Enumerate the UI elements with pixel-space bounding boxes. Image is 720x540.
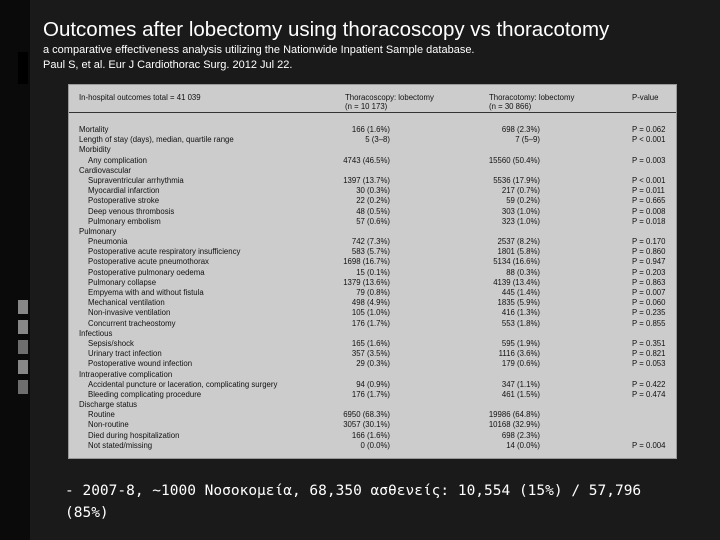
table-row (69, 257, 676, 267)
left-accent-block (18, 340, 28, 354)
table-row (69, 370, 676, 380)
p-value: P = 0.863 (632, 277, 666, 287)
left-accent-block (18, 380, 28, 394)
thoracoscopy-value: 176 (1.7%) (351, 389, 390, 399)
p-value: P = 0.665 (632, 196, 666, 206)
p-value: P = 0.351 (632, 338, 666, 348)
thoracoscopy-value: 3057 (30.1%) (343, 420, 390, 430)
thoracotomy-value: 416 (1.3%) (501, 308, 540, 318)
p-value: P = 0.011 (632, 186, 665, 196)
row-label: Postoperative stroke (88, 196, 160, 206)
table-row (69, 390, 676, 400)
thoracotomy-value: 7 (5–9) (515, 135, 540, 145)
row-label: Accidental puncture or laceration, complicating surgery (88, 379, 278, 389)
thoracoscopy-value: 22 (0.2%) (356, 196, 390, 206)
thoracotomy-value: 698 (2.3%) (501, 430, 540, 440)
thoracotomy-value: 179 (0.6%) (501, 359, 540, 369)
row-label: Mortality (79, 125, 109, 134)
thoracotomy-value: 4139 (13.4%) (493, 277, 540, 287)
thoracoscopy-value: 0 (0.0%) (360, 440, 390, 450)
p-value: P = 0.060 (632, 298, 666, 308)
table-row (69, 247, 676, 257)
thoracoscopy-value: 176 (1.7%) (351, 318, 390, 328)
table-row (69, 135, 676, 145)
table-row (69, 380, 676, 390)
left-accent-block (18, 320, 28, 334)
table-row (69, 349, 676, 359)
row-label: Infectious (79, 328, 113, 338)
thoracoscopy-value: 6950 (68.3%) (343, 410, 390, 420)
table-row (69, 166, 676, 176)
thoracotomy-value: 5536 (17.9%) (493, 175, 540, 185)
row-label: Postoperative pulmonary oedema (88, 267, 205, 277)
p-value: P = 0.004 (632, 440, 666, 450)
table-row (69, 420, 676, 430)
row-label: Any complication (88, 155, 147, 165)
p-value: P < 0.001 (632, 175, 666, 185)
thoracotomy-value: 217 (0.7%) (501, 186, 540, 196)
table-row (69, 308, 676, 318)
row-label: Pulmonary (79, 226, 117, 236)
header-thoracoscopy: Thoracoscopy: lobectomy (n = 10 173) (345, 93, 434, 111)
thoracoscopy-value: 498 (4.9%) (351, 298, 390, 308)
row-label: Sepsis/shock (88, 338, 134, 348)
slide-citation: Paul S, et al. Eur J Cardiothorac Surg. 2012 Jul 22. (43, 59, 293, 71)
thoracoscopy-value: 4743 (46.5%) (343, 155, 390, 165)
p-value: P = 0.053 (632, 359, 666, 369)
thoracoscopy-value: 79 (0.8%) (356, 288, 390, 297)
row-label: Myocardial infarction (88, 186, 160, 196)
thoracoscopy-value: 166 (1.6%) (351, 125, 390, 134)
table-row (69, 125, 676, 135)
table-row (69, 227, 676, 237)
table-row (69, 431, 676, 441)
thoracotomy-value: 14 (0.0%) (506, 440, 540, 450)
thoracotomy-value: 1835 (5.9%) (497, 298, 540, 308)
row-label: Postoperative acute respiratory insufficiency (88, 247, 241, 257)
thoracotomy-value: 595 (1.9%) (501, 338, 540, 348)
table-row (69, 176, 676, 186)
thoracotomy-value: 553 (1.8%) (501, 318, 540, 328)
p-value: P = 0.203 (632, 267, 666, 277)
thoracoscopy-value: 165 (1.6%) (351, 338, 390, 348)
left-accent-block (18, 300, 28, 314)
row-label: Bleeding complicating procedure (88, 389, 202, 399)
thoracoscopy-value: 29 (0.3%) (356, 359, 390, 369)
thoracoscopy-value: 1379 (13.6%) (343, 277, 390, 287)
thoracoscopy-value: 357 (3.5%) (351, 349, 390, 359)
p-value: P = 0.008 (632, 206, 666, 216)
thoracoscopy-value: 15 (0.1%) (356, 267, 390, 277)
table-row (69, 298, 676, 308)
thoracoscopy-value: 1698 (16.7%) (343, 257, 390, 267)
thoracotomy-value: 461 (1.5%) (501, 389, 540, 399)
left-sidebar-bar (0, 0, 30, 540)
thoracoscopy-value: 166 (1.6%) (351, 430, 390, 440)
thoracotomy-value: 59 (0.2%) (506, 196, 540, 206)
table-row (69, 410, 676, 420)
row-label: Pneumonia (88, 237, 128, 247)
p-value: P = 0.007 (632, 288, 666, 297)
table-row (69, 196, 676, 206)
thoracotomy-value: 445 (1.4%) (501, 288, 540, 297)
table-row (69, 237, 676, 247)
thoracoscopy-value: 57 (0.6%) (356, 216, 390, 226)
table-row (69, 359, 676, 369)
p-value: P = 0.003 (632, 155, 666, 165)
p-value: P = 0.062 (632, 125, 666, 134)
p-value: P = 0.821 (632, 349, 666, 359)
row-label: Deep venous thrombosis (88, 206, 175, 216)
thoracoscopy-value: 742 (7.3%) (351, 237, 390, 247)
p-value: P = 0.474 (632, 389, 666, 399)
thoracoscopy-value: 5 (3–8) (365, 135, 390, 145)
table-row (69, 156, 676, 166)
thoracotomy-value: 347 (1.1%) (501, 379, 540, 389)
p-value: P = 0.422 (632, 379, 666, 389)
table-row (69, 207, 676, 217)
header-outcomes: In-hospital outcomes total = 41 039 (79, 93, 201, 102)
table-header (69, 85, 676, 113)
left-dark-block (18, 52, 28, 84)
table-row (69, 329, 676, 339)
table-row (69, 145, 676, 155)
thoracotomy-value: 1116 (3.6%) (498, 349, 540, 359)
thoracoscopy-value: 30 (0.3%) (356, 186, 390, 196)
slide-title: Outcomes after lobectomy using thoracoscopy vs thoracotomy (43, 18, 610, 41)
left-accent-block (18, 360, 28, 374)
header-thoracotomy: Thoracotomy: lobectomy (n = 30 866) (489, 93, 575, 111)
table-body (69, 125, 676, 451)
row-label: Postoperative acute pneumothorax (88, 257, 209, 267)
p-value: P = 0.855 (632, 318, 666, 328)
thoracoscopy-value: 48 (0.5%) (356, 206, 390, 216)
row-label: Urinary tract infection (88, 349, 162, 359)
thoracotomy-value: 5134 (16.6%) (493, 257, 540, 267)
thoracoscopy-value: 94 (0.9%) (356, 379, 390, 389)
outcomes-table (68, 84, 677, 459)
table-row (69, 339, 676, 349)
table-row (69, 288, 676, 298)
table-row (69, 268, 676, 278)
thoracotomy-value: 88 (0.3%) (506, 267, 540, 277)
thoracoscopy-value: 583 (5.7%) (351, 247, 390, 257)
row-label: Non-routine (88, 420, 129, 430)
p-value: P = 0.947 (632, 257, 666, 267)
row-label: Died during hospitalization (88, 430, 180, 440)
row-label: Length of stay (days), median, quartile range (79, 135, 234, 145)
bottom-note: - 2007-8, ~1000 Νοσοκομεία, 68,350 ασθενείς: 10,554 (15%) / 57,796 (85%) (65, 483, 642, 521)
row-label: Mechanical ventilation (88, 298, 165, 308)
row-label: Postoperative wound infection (88, 359, 193, 369)
p-value: P = 0.170 (632, 237, 666, 247)
thoracotomy-value: 19986 (64.8%) (488, 410, 540, 420)
table-row (69, 441, 676, 451)
row-label: Concurrent tracheostomy (88, 318, 176, 328)
row-label: Non-invasive ventilation (88, 308, 171, 318)
thoracotomy-value: 1801 (5.8%) (497, 247, 540, 257)
table-row (69, 186, 676, 196)
row-label: Pulmonary collapse (88, 277, 157, 287)
row-label: Not stated/missing (88, 440, 153, 450)
p-value: P = 0.860 (632, 247, 666, 257)
table-row (69, 217, 676, 227)
p-value: P < 0.001 (632, 135, 666, 145)
header-p-value: P-value (632, 93, 659, 102)
p-value: P = 0.235 (632, 308, 666, 318)
p-value: P = 0.018 (632, 216, 666, 226)
thoracoscopy-value: 105 (1.0%) (351, 308, 390, 318)
row-label: Intraoperative complication (79, 369, 173, 379)
row-label: Discharge status (79, 400, 138, 410)
thoracotomy-value: 698 (2.3%) (501, 125, 540, 134)
row-label: Routine (88, 410, 115, 420)
table-row (69, 400, 676, 410)
row-label: Supraventricular arrhythmia (88, 175, 184, 185)
thoracotomy-value: 15560 (50.4%) (488, 155, 540, 165)
thoracotomy-value: 303 (1.0%) (501, 206, 540, 216)
row-label: Pulmonary embolism (88, 216, 161, 226)
table-row (69, 319, 676, 329)
thoracotomy-value: 10168 (32.9%) (488, 420, 540, 430)
thoracotomy-value: 2537 (8.2%) (497, 237, 540, 247)
row-label: Morbidity (79, 145, 111, 155)
thoracoscopy-value: 1397 (13.7%) (343, 175, 390, 185)
row-label: Cardiovascular (79, 165, 132, 175)
thoracotomy-value: 323 (1.0%) (501, 216, 540, 226)
slide-subtitle: a comparative effectiveness analysis utilizing the Nationwide Inpatient Sample database. (43, 44, 475, 56)
row-label: Empyema with and without fistula (88, 288, 204, 297)
table-row (69, 278, 676, 288)
